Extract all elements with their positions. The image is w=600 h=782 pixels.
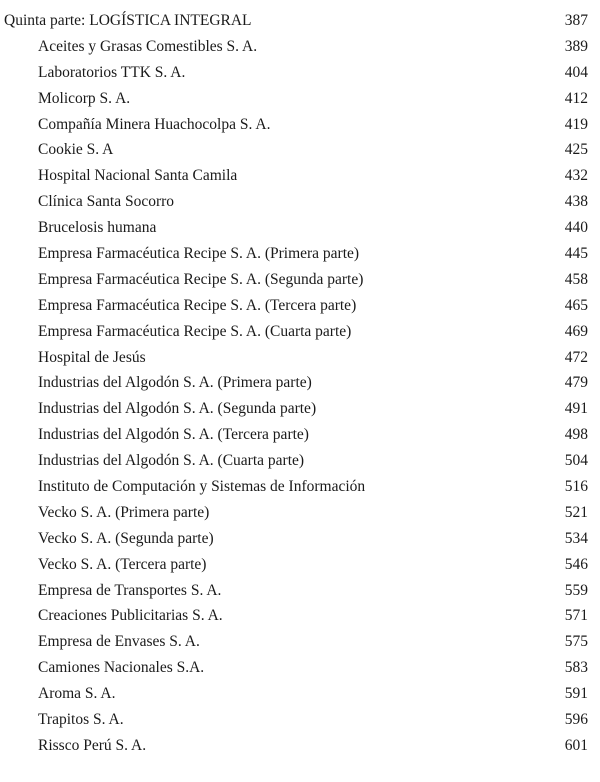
entry-page-number: 472 — [564, 348, 588, 366]
toc-entry — [0, 681, 600, 707]
entry-title: Industrias del Algodón S. A. (Cuarta parte) — [38, 452, 305, 470]
entry-title: Brucelosis humana — [38, 219, 157, 237]
entry-title: Vecko S. A. (Tercera parte) — [38, 555, 207, 573]
entry-page-number: 575 — [564, 633, 588, 651]
entry-page-number: 419 — [564, 115, 588, 133]
entry-page-number: 571 — [564, 607, 588, 625]
toc-entry — [0, 34, 600, 60]
entry-title: Vecko S. A. (Segunda parte) — [38, 529, 214, 547]
toc-entry — [0, 629, 600, 655]
toc-entry — [0, 293, 600, 319]
entry-page-number: 504 — [564, 452, 588, 470]
table-of-contents — [0, 8, 600, 759]
toc-entry — [0, 655, 600, 681]
toc-entry — [0, 215, 600, 241]
entry-page-number: 534 — [564, 529, 588, 547]
toc-entry — [0, 526, 600, 552]
entry-title: Empresa Farmacéutica Recipe S. A. (Primera parte) — [38, 245, 360, 263]
entry-title: Empresa Farmacéutica Recipe S. A. (Tercera parte) — [38, 296, 357, 314]
entry-page-number: 498 — [564, 426, 588, 444]
toc-entry — [0, 396, 600, 422]
entry-title: Instituto de Computación y Sistemas de Información — [38, 478, 366, 496]
entry-page-number: 404 — [564, 63, 588, 81]
toc-entry — [0, 189, 600, 215]
entry-page-number: 458 — [564, 270, 588, 288]
entry-page-number: 389 — [564, 37, 588, 55]
entry-title: Hospital de Jesús — [38, 348, 146, 366]
entry-title: Laboratorios TTK S. A. — [38, 63, 186, 81]
toc-entry — [0, 137, 600, 163]
toc-entry — [0, 603, 600, 629]
entry-page-number: 412 — [564, 89, 588, 107]
entry-page-number: 440 — [564, 219, 588, 237]
toc-entry — [0, 733, 600, 759]
part-title: Quinta parte: LOGÍSTICA INTEGRAL — [4, 12, 252, 29]
entry-page-number: 591 — [564, 685, 588, 703]
entry-page-number: 425 — [564, 141, 588, 159]
entry-page-number: 438 — [564, 193, 588, 211]
entry-title: Industrias del Algodón S. A. (Tercera parte) — [38, 426, 309, 444]
entry-title: Empresa de Envases S. A. — [38, 633, 200, 651]
entry-page-number: 516 — [564, 478, 588, 496]
entry-title: Hospital Nacional Santa Camila — [38, 167, 238, 185]
entry-page-number: 465 — [564, 296, 588, 314]
toc-entry — [0, 500, 600, 526]
toc-entry — [0, 86, 600, 112]
toc-entry — [0, 60, 600, 86]
toc-entry — [0, 552, 600, 578]
entry-title: Empresa Farmacéutica Recipe S. A. (Segunda parte) — [38, 270, 364, 288]
entry-title: Empresa de Transportes S. A. — [38, 581, 222, 599]
entry-title: Aroma S. A. — [38, 685, 116, 703]
entry-title: Molicorp S. A. — [38, 89, 131, 107]
toc-entry — [0, 474, 600, 500]
toc-entries — [0, 34, 600, 759]
entry-title: Empresa Farmacéutica Recipe S. A. (Cuarta parte) — [38, 322, 352, 340]
toc-entry — [0, 241, 600, 267]
entry-title: Aceites y Grasas Comestibles S. A. — [38, 37, 258, 55]
toc-entry — [0, 112, 600, 138]
toc-entry — [0, 578, 600, 604]
entry-page-number: 601 — [564, 736, 588, 754]
entry-title: Clínica Santa Socorro — [38, 193, 175, 211]
toc-entry — [0, 345, 600, 371]
toc-entry — [0, 163, 600, 189]
toc-entry — [0, 319, 600, 345]
entry-title: Compañía Minera Huachocolpa S. A. — [38, 115, 271, 133]
entry-title: Camiones Nacionales S.A. — [38, 659, 205, 677]
entry-page-number: 432 — [564, 167, 588, 185]
toc-entry — [0, 707, 600, 733]
entry-page-number: 469 — [564, 322, 588, 340]
part-page-number: 387 — [564, 12, 588, 29]
entry-page-number: 479 — [564, 374, 588, 392]
entry-title: Creaciones Publicitarias S. A. — [38, 607, 223, 625]
entry-title: Industrias del Algodón S. A. (Segunda parte) — [38, 400, 317, 418]
entry-title: Rissco Perú S. A. — [38, 736, 147, 754]
entry-title: Vecko S. A. (Primera parte) — [38, 503, 210, 521]
toc-part-heading — [0, 8, 600, 34]
entry-title: Cookie S. A — [38, 141, 114, 159]
entry-page-number: 491 — [564, 400, 588, 418]
entry-page-number: 559 — [564, 581, 588, 599]
entry-page-number: 521 — [564, 503, 588, 521]
entry-page-number: 445 — [564, 245, 588, 263]
toc-entry — [0, 448, 600, 474]
toc-entry — [0, 267, 600, 293]
entry-title: Industrias del Algodón S. A. (Primera parte) — [38, 374, 312, 392]
entry-page-number: 583 — [564, 659, 588, 677]
toc-entry — [0, 370, 600, 396]
entry-page-number: 546 — [564, 555, 588, 573]
entry-title: Trapitos S. A. — [38, 711, 124, 729]
toc-entry — [0, 422, 600, 448]
entry-page-number: 596 — [564, 711, 588, 729]
